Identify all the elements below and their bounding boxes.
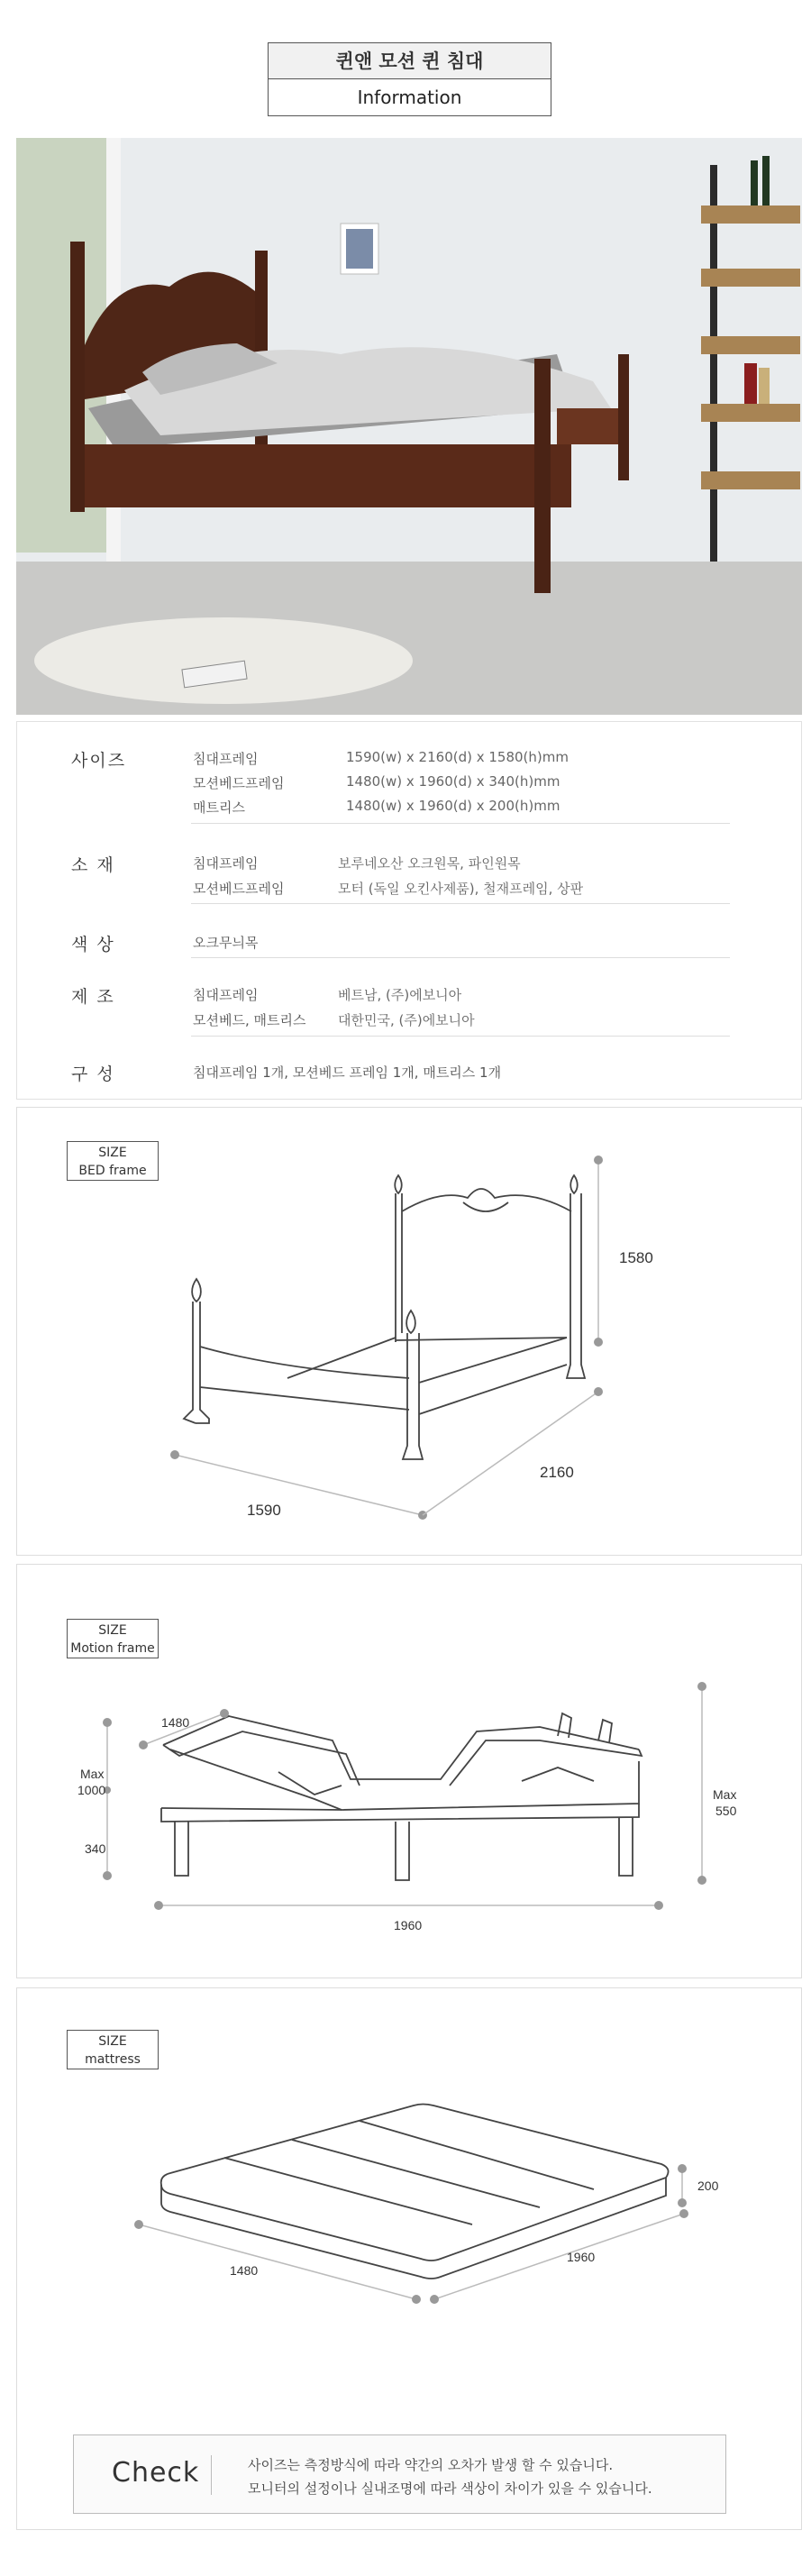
spec-label-color: 색 상 [71,935,115,955]
spec-material-row2-name: 모션베드프레임 [193,881,285,897]
spec-material-row1-value: 보루네오산 오크원목, 파인원목 [338,855,521,872]
spec-maker-row1-value: 베트남, (주)에보니아 [338,987,462,1003]
spec-label-compose: 구 성 [71,1064,115,1084]
bed-frame-size-card [16,1107,802,1556]
tag-line-name: Motion frame [70,1641,155,1656]
spec-size-row2-value: 1480(w) x 1960(d) x 340(h)mm [346,773,560,790]
spec-material-row2-value: 모터 (독일 오킨사제품), 철재프레임, 상판 [338,881,584,897]
bed-frame-depth-label: 2160 [540,1464,574,1481]
mattress-length-label: 1960 [567,2250,596,2264]
bed-frame-height-label: 1580 [619,1249,653,1266]
motion-frame-size-card [16,1564,802,1978]
spec-size-row3-name: 매트리스 [193,799,245,816]
spec-maker-row1-name: 침대프레임 [193,987,259,1003]
check-heading: Check [112,2457,200,2489]
motion-frame-width-label: 1480 [161,1715,190,1730]
motion-frame-max-head-value: 1000 [77,1783,106,1797]
tag-line-size: SIZE [98,1623,127,1638]
spec-compose-value: 침대프레임 1개, 모션베드 프레임 1개, 매트리스 1개 [193,1064,502,1081]
mattress-height-label: 200 [697,2179,719,2193]
product-title: 퀸앤 모션 퀸 침대 [269,43,551,79]
motion-frame-drawing [17,1565,801,1978]
motion-frame-max-right-label: Max [713,1787,737,1802]
spec-table [16,721,802,1100]
bed-frame-drawing [17,1108,801,1555]
spec-color-value: 오크무늬목 [193,935,259,951]
spec-size-row3-value: 1480(w) x 1960(d) x 200(h)mm [346,798,560,814]
check-note-2: 모니터의 설정이나 실내조명에 따라 색상이 차이가 있을 수 있습니다. [248,2480,652,2497]
tag-line-size: SIZE [98,1146,127,1160]
tag-line-name: mattress [85,2052,141,2067]
spec-label-maker: 제 조 [71,987,115,1007]
spec-label-size: 사이즈 [71,751,127,771]
spec-size-row2-name: 모션베드프레임 [193,775,285,791]
mattress-width-label: 1480 [230,2263,259,2278]
motion-frame-max-head-label: Max [80,1767,105,1781]
motion-frame-max-right-value: 550 [715,1804,737,1818]
spec-size-row1-value: 1590(w) x 2160(d) x 1580(h)mm [346,749,569,765]
motion-frame-height-label: 340 [85,1841,106,1856]
spec-divider [191,903,730,904]
tag-line-name: BED frame [78,1164,147,1178]
product-photo [16,138,802,715]
spec-divider [191,1036,730,1037]
info-title-box [268,42,551,116]
spec-maker-row2-name: 모션베드, 매트리스 [193,1012,306,1028]
spec-label-material: 소 재 [71,855,115,875]
spec-divider [191,823,730,824]
spec-size-row1-name: 침대프레임 [193,751,259,767]
motion-frame-length-label: 1960 [394,1918,423,1932]
check-notice [73,2434,726,2514]
tag-line-size: SIZE [98,2034,127,2049]
spec-maker-row2-value: 대한민국, (주)에보니아 [338,1012,475,1028]
mattress-size-card [16,1987,802,2530]
section-subtitle: Information [357,87,462,108]
spec-material-row1-name: 침대프레임 [193,855,259,872]
check-note-1: 사이즈는 측정방식에 따라 약간의 오차가 발생 할 수 있습니다. [248,2457,614,2473]
bed-frame-width-label: 1590 [247,1502,281,1519]
spec-divider [191,957,730,958]
check-divider [211,2455,212,2495]
